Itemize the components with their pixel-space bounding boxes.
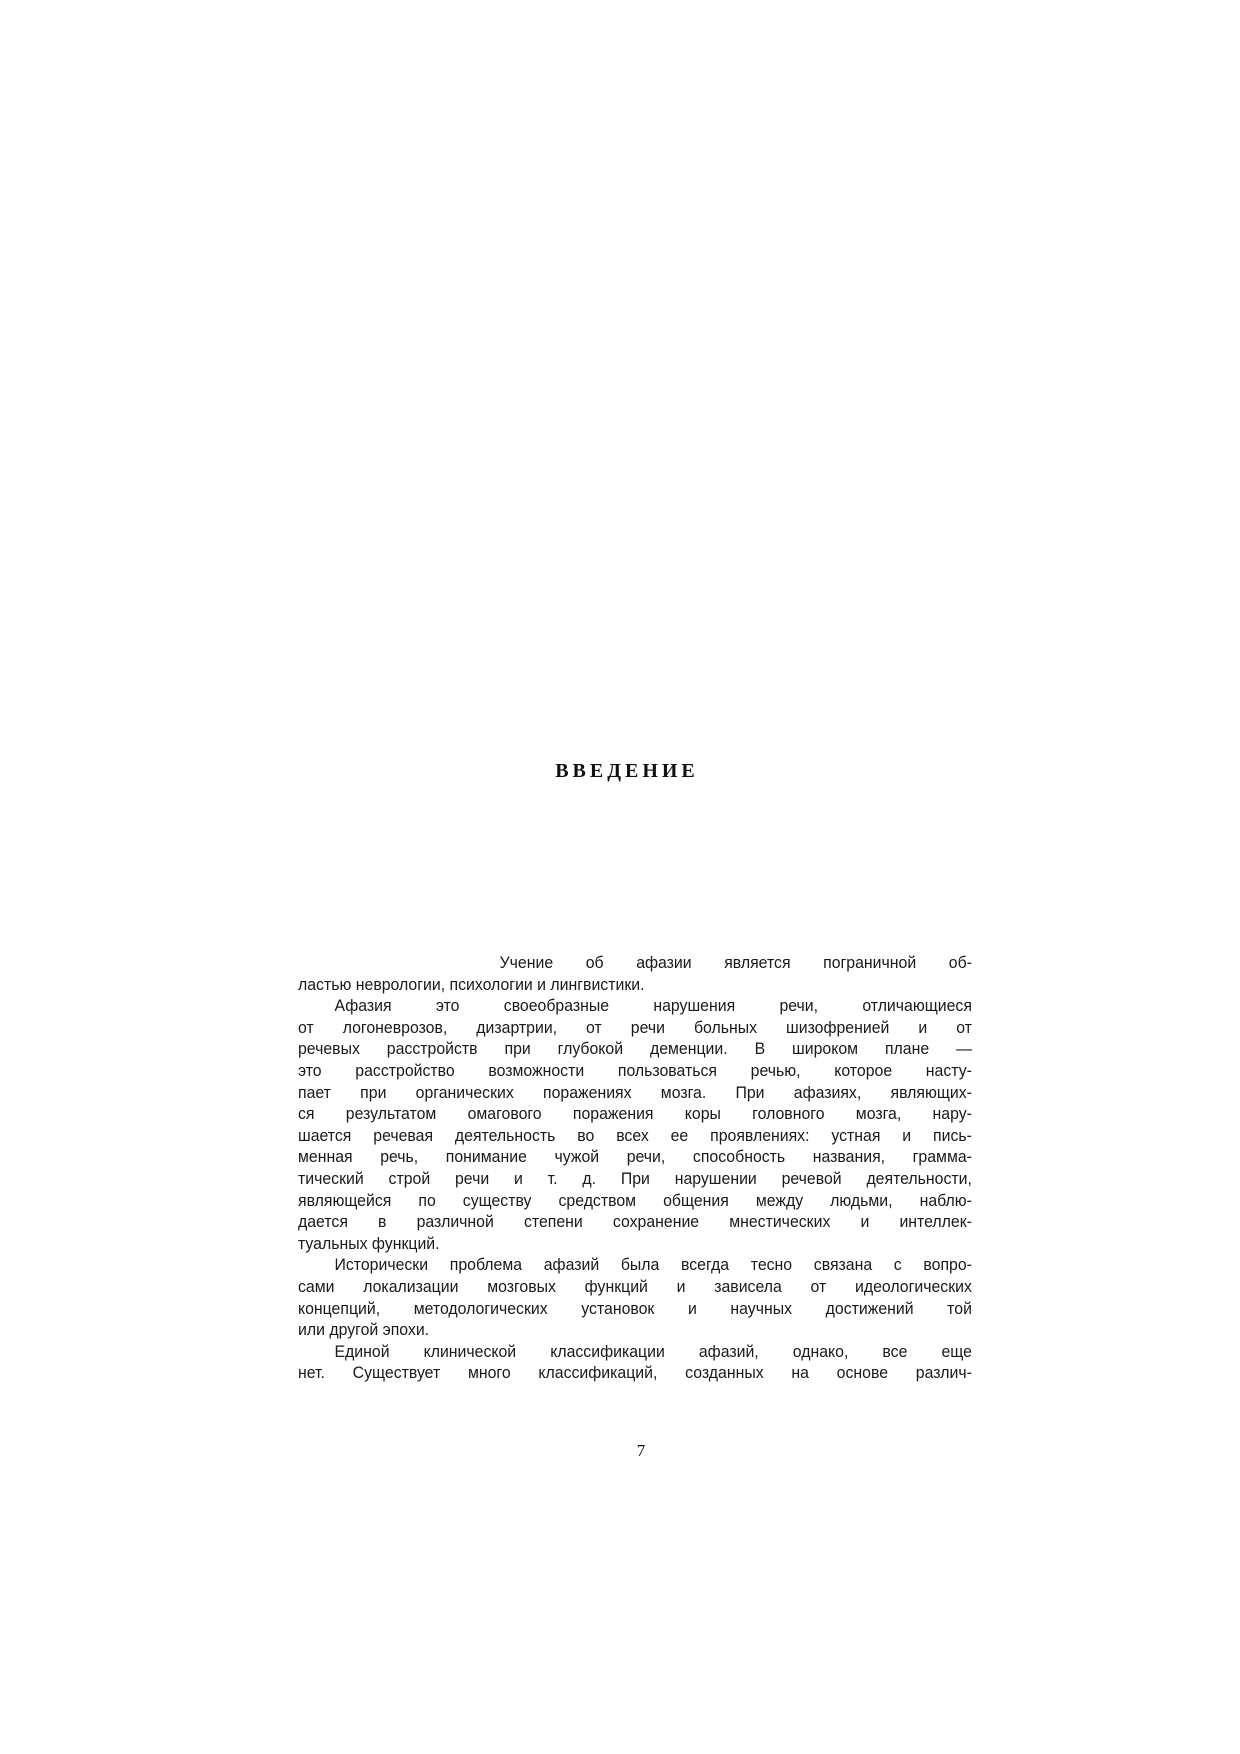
- text-line: менная речь, понимание чужой речи, способность названия, грамма-: [298, 1148, 972, 1167]
- text-line: Единой клинической классификации афазий, однако, все еще: [334, 1342, 972, 1361]
- text-line: тический строй речи и т. д. При нарушении речевой деятельности,: [298, 1169, 972, 1188]
- text-line: являющейся по существу средством общения между людьми, наблю-: [298, 1191, 972, 1210]
- text-line: или другой эпохи.: [298, 1321, 430, 1340]
- text-line: ластью неврологии, психологии и лингвистики.: [298, 975, 645, 994]
- text-line: от логоневрозов, дизартрии, от речи больных шизофренией и от: [298, 1018, 972, 1037]
- text-line: это расстройство возможности пользоваться речью, которое насту-: [298, 1061, 972, 1080]
- text-line: шается речевая деятельность во всех ее проявлениях: устная и пись-: [298, 1126, 972, 1145]
- text-line: концепций, методологических установок и научных достижений той: [298, 1299, 972, 1318]
- paragraph-4: [298, 1342, 972, 1385]
- paragraph-3: [298, 1255, 972, 1341]
- text-line: Исторически проблема афазий была всегда тесно связана с вопро-: [334, 1256, 972, 1275]
- text-line: пает при органических поражениях мозга. При афазиях, являющих-: [298, 1083, 972, 1102]
- page-number: 7: [636, 1441, 646, 1460]
- text-line: туальных функций.: [298, 1234, 440, 1253]
- text-line: сами локализации мозговых функций и зависела от идеологических: [298, 1277, 972, 1296]
- paragraph-1: [298, 953, 972, 996]
- text-line: дается в различной степени сохранение мнестических и интеллек-: [298, 1213, 972, 1232]
- section-heading: ВВЕДЕНИЕ: [555, 760, 699, 782]
- body-text: [298, 953, 972, 1385]
- text-line: Учение об афазии является пограничной об-: [499, 954, 972, 972]
- text-line: Афазия это своеобразные нарушения речи, отличающиеся: [334, 997, 972, 1016]
- paragraph-2: [298, 996, 972, 1255]
- text-line: нет. Существует много классификаций, созданных на основе различ-: [298, 1364, 972, 1383]
- text-line: речевых расстройств при глубокой деменции. В широком плане —: [298, 1040, 972, 1059]
- text-line: ся результатом омагового поражения коры головного мозга, нару-: [298, 1105, 972, 1124]
